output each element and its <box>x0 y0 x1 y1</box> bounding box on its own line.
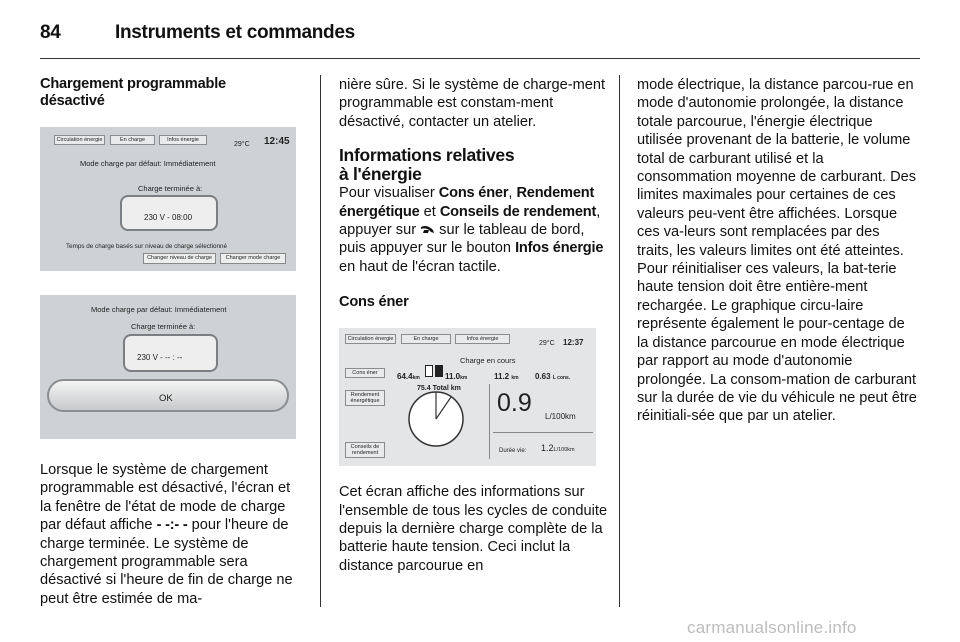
charge-time-box <box>120 195 218 231</box>
avg-consumption-unit: L/100km <box>545 412 576 422</box>
plug-icon <box>425 365 433 377</box>
tab-en-charge-3: En charge <box>401 334 451 344</box>
page-title: Instruments et commandes <box>115 22 355 43</box>
charge-note: Temps de charge basés sur niveau de charge sélectionné <box>66 243 228 250</box>
instr-bold-4: Infos énergie <box>515 240 604 257</box>
charge-screen-screenshot <box>40 127 296 271</box>
ok-label: OK <box>159 393 173 404</box>
charge-done-label-2: Charge terminée à: <box>131 322 196 331</box>
paragraph-continued: nière sûre. Si le système de charge-ment programmable est constam-ment désactivé, contacter un atelier. <box>339 77 606 130</box>
section-heading-line-2: à l'énergie <box>339 164 422 185</box>
instr-text-5: sur le tableau de bord, puis appuyer sur le bouton <box>339 222 585 257</box>
lifetime-value-num: 1.2 <box>541 443 554 454</box>
km-extended-value: 11.0 <box>445 372 461 382</box>
page-header <box>40 18 920 58</box>
charge-time-box-2 <box>123 334 218 372</box>
header-rule <box>40 58 920 59</box>
temperature-3: 29°C <box>539 340 555 348</box>
mode-line: Mode charge par défaut: Immédiatement <box>80 159 216 168</box>
instr-bold-1: Cons éner <box>438 185 509 202</box>
lifetime-value-unit: L/100km <box>553 447 575 454</box>
paragraph-col3: mode électrique, la distance parcou-rue en mode d'autonomie prolongée, la distance totale parcourue, l'énergie électrique utilisée provenant de la batterie, le volume total de carburant utilisé et la consommation moyenne de carburant. Des limites maximales pour certaines de ces valeurs peu-vent être affichées. Lorsque ces va-leurs sont remplacées par des traits, les valeurs limites ont été atteintes. Pour réinitialiser ces valeurs, la bat-terie haute tension doit être entière-ment rechargée. Le graphique circu-laire représente également le pour-centage de la distance parcourue en mode électrique par rapport au mode d'autonomie prolongée. La consom-mation de carburant sur la durée de vie du véhicule ne peut être réinitiali-sée que par un atelier. <box>637 77 917 425</box>
lifetime-label: Durée vie: <box>499 448 527 455</box>
cons-used-unit: L cons. <box>552 375 571 382</box>
column-3 <box>637 76 919 426</box>
avg-consumption-value: 0.9 <box>497 389 532 418</box>
page-number: 84 <box>40 22 61 43</box>
side-btn-rendement: Rendement énergétique <box>345 390 385 406</box>
tab-circulation: Circulation énergie <box>54 135 105 145</box>
instr-bold-3: Conseils de rendement <box>439 203 597 220</box>
km-electric-unit: km <box>412 375 420 382</box>
paragraph-1 <box>40 461 302 608</box>
paragraph-1-text-a: Lorsque le système de chargement programmable est désactivé, l'écran et la fenêtre de l'état de mode de charge par défaut affiche <box>40 462 291 534</box>
instr-text-3: et <box>419 203 440 220</box>
column-2 <box>339 76 609 575</box>
paragraph-1-text-b: pour l'heure de charge terminée. Le système de chargement programmable sera désactivé si l'heure de fin de charge ne peut être estimée de ma- <box>40 517 293 607</box>
instr-text-2: , <box>508 185 517 202</box>
energy-button-icon <box>420 222 435 233</box>
tab-infos-energie: Infos énergie <box>159 135 207 145</box>
clock: 12:45 <box>264 136 290 147</box>
instr-text-1: Pour visualiser <box>339 185 439 202</box>
ok-bar <box>47 379 289 412</box>
column-divider-2 <box>619 75 620 607</box>
side-btn-cons-ener: Cons éner <box>345 368 385 378</box>
paragraph-1-bold: - -:- - <box>156 517 188 534</box>
km-gas-value: 11.2 <box>494 372 510 382</box>
charge-time-value-2: 230 V - -- : -- <box>137 353 183 362</box>
section-subhead: Chargement programmable désactivé <box>40 76 226 109</box>
charge-time-value: 230 V - 08:00 <box>144 213 193 222</box>
temperature: 29°C <box>234 141 250 148</box>
charge-status: Charge en cours <box>460 356 516 366</box>
km-electric-value: 64.4 <box>397 372 413 382</box>
fuel-pump-icon <box>435 365 443 377</box>
section-heading-line-1: Informations relatives <box>339 145 515 166</box>
cons-ener-subhead: Cons éner <box>339 294 409 311</box>
paragraph-cons-ener: Cet écran affiche des informations sur l'ensemble de tous les cycles de conduite depuis la dernière charge complète de la batterie haute tension. Ceci inclut la distance parcourue en <box>339 484 608 574</box>
instr-text-6: en haut de l'écran tactile. <box>339 258 501 275</box>
change-level-button: Changer niveau de charge <box>143 253 216 264</box>
cons-used <box>535 368 570 387</box>
mode-line-2: Mode charge par défaut: Immédiatement <box>91 305 227 314</box>
tab-en-charge: En charge <box>110 135 155 145</box>
clock-3: 12:37 <box>563 338 584 348</box>
lifetime-value <box>541 439 575 459</box>
km-gas <box>494 368 519 387</box>
side-btn-conseils: Conseils de rendement <box>345 442 385 458</box>
charge-done-label: Charge terminée à: <box>138 184 203 193</box>
instr-text-4: , appuyer sur <box>339 203 601 239</box>
distance-pie-chart <box>407 390 465 448</box>
cons-ener-screenshot <box>339 328 596 466</box>
screen-divider-h <box>493 432 593 433</box>
screen-divider <box>489 384 490 459</box>
km-extended-unit: km <box>460 375 468 382</box>
paragraph-instructions <box>339 184 609 276</box>
column-1 <box>40 76 302 608</box>
watermark: carmanualsonline.info <box>687 618 857 637</box>
ok-screen-screenshot <box>40 295 296 439</box>
cons-used-value: 0.63 <box>535 372 551 382</box>
change-mode-button: Changer mode charge <box>220 253 286 264</box>
total-km: 75.4 Total km <box>417 385 461 393</box>
section-heading <box>339 146 609 184</box>
km-gas-unit: km <box>511 375 519 382</box>
tab-circulation-3: Circulation énergie <box>345 334 396 344</box>
instr-bold-2: Rendement énergétique <box>339 185 595 220</box>
tab-infos-energie-3: Infos énergie <box>455 334 510 344</box>
column-divider-1 <box>320 75 321 607</box>
